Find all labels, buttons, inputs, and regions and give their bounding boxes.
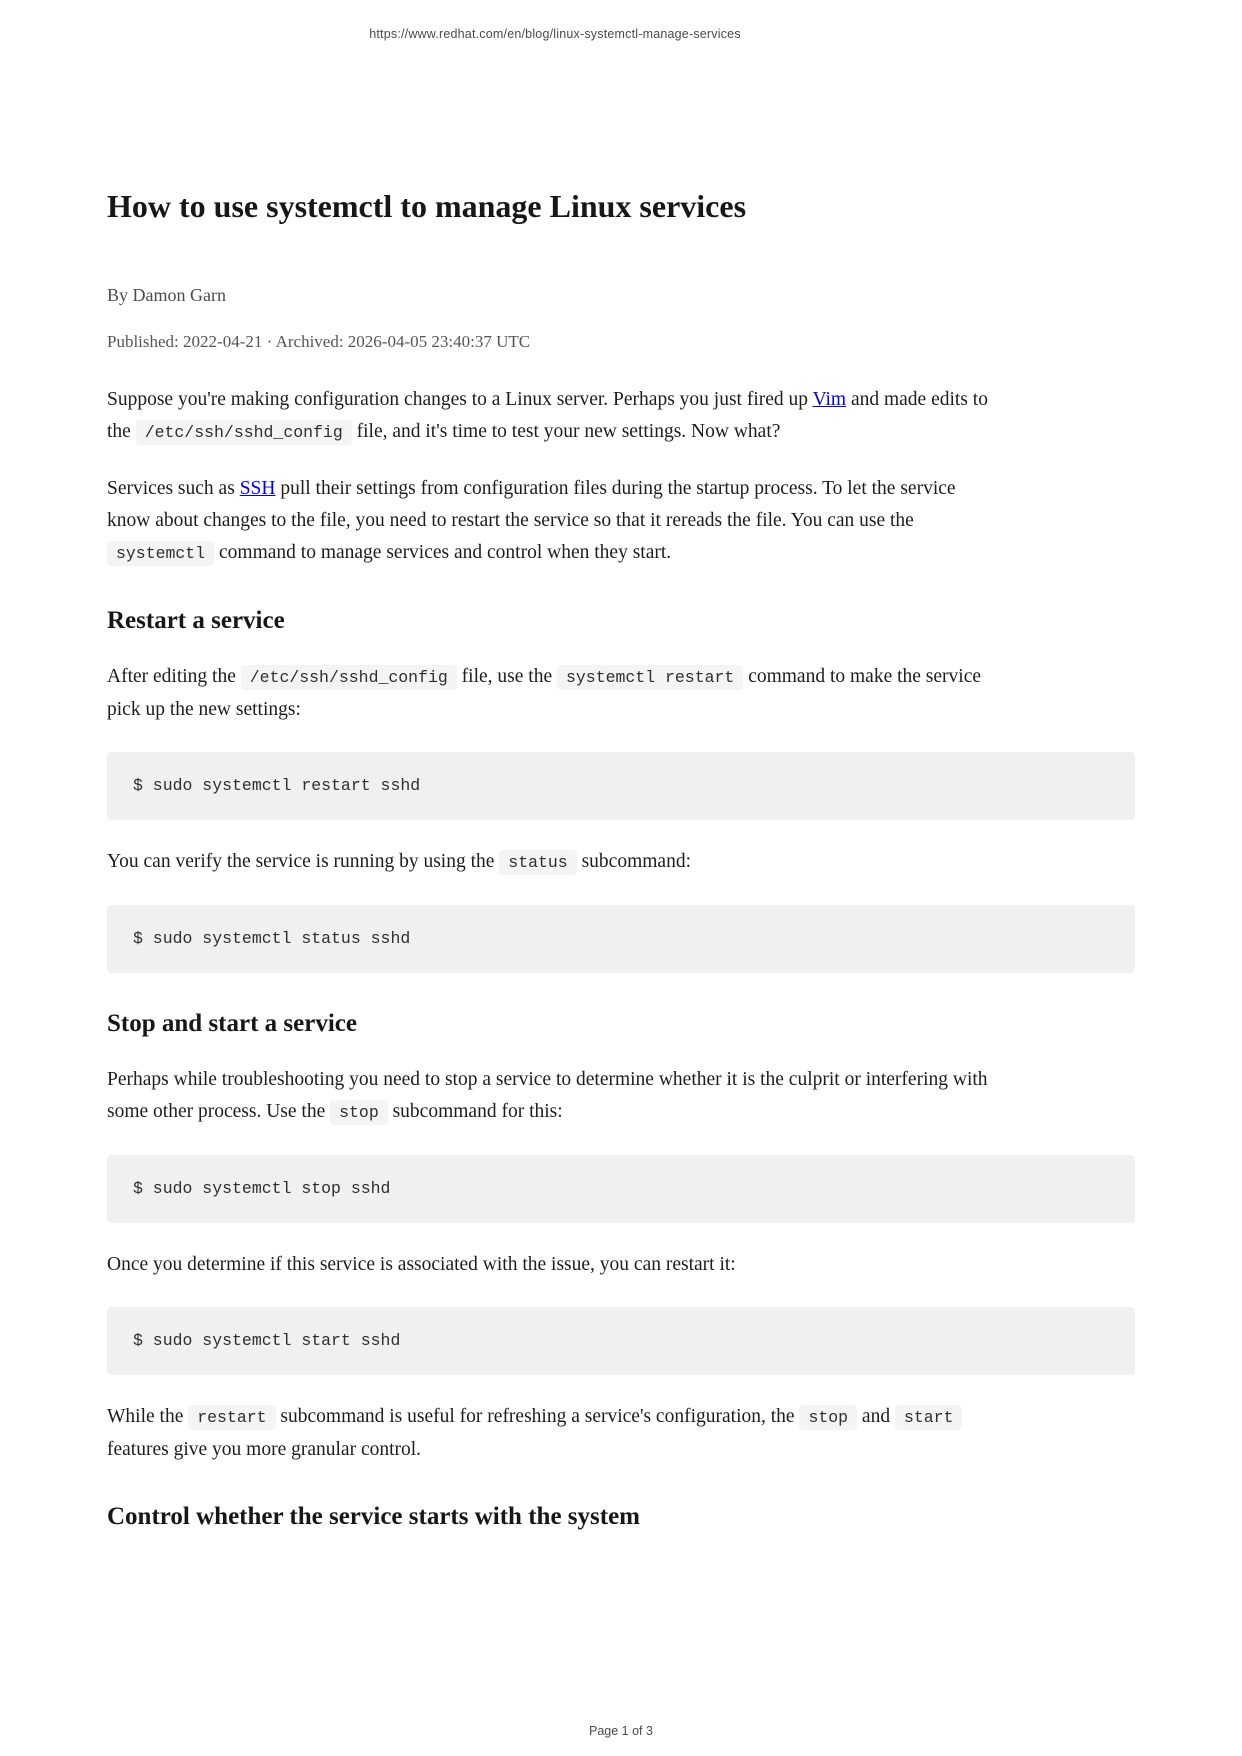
code-block-text: $ sudo systemctl stop sshd [133,1178,391,1198]
article [107,0,1135,1533]
code-block-text: $ sudo systemctl start sshd [133,1330,401,1350]
paragraph: While the restart subcommand is useful for refreshing a service's configuration, the stop and start features give you more granular control. [107,1401,1001,1466]
code-block [107,905,1135,973]
publish-meta: Published: 2022-04-21 · Archived: 2026-04-05 23:40:37 UTC [107,331,531,351]
inline-code: /etc/ssh/sshd_config [136,420,352,445]
inline-code: status [499,850,576,875]
paragraph: Perhaps while troubleshooting you need to stop a service to determine whether it is the culprit or interfering with some other process. Use the stop subcommand for this: [107,1064,1001,1129]
code-block [107,1307,1135,1375]
paragraph: After editing the /etc/ssh/sshd_config file, use the systemctl restart command to make the service pick up the new settings: [107,665,982,720]
inline-code: stop [799,1405,857,1430]
inline-code: systemctl restart [557,665,743,690]
inline-code: /etc/ssh/sshd_config [241,665,457,690]
code-block-text: $ sudo systemctl restart sshd [133,775,421,795]
inline-code: systemctl [107,541,214,566]
paragraph: Once you determine if this service is associated with the issue, you can restart it: [107,1253,736,1275]
paragraph: Services such as SSH pull their settings from configuration files during the startup process. To let the service know about changes to the file, you need to restart the service so that it rereads the file. You can use the systemctl command to manage services and control when they start. [107,473,1001,570]
inline-code: restart [188,1405,275,1430]
byline: By Damon Garn [107,284,226,305]
inline-code: stop [330,1100,388,1125]
code-block [107,1155,1135,1223]
inline-link[interactable]: Vim [812,388,847,410]
page-number: Page 1 of 3 [589,1724,653,1738]
code-block [107,752,1135,820]
paragraph: Suppose you're making configuration changes to a Linux server. Perhaps you just fired up Vim and made edits to the /etc/ssh/sshd_config file, and it's time to test your new settings. Now what? [107,384,1001,449]
page-title: How to use systemctl to manage Linux services [107,188,747,224]
article-content [107,384,1135,1533]
section-heading: Control whether the service starts with the system [107,1502,640,1530]
print-header-url: https://www.redhat.com/en/blog/linux-systemctl-manage-services [369,27,741,41]
code-block-text: $ sudo systemctl status sshd [133,928,411,948]
inline-code: start [895,1405,963,1430]
section-heading: Restart a service [107,606,285,634]
section-heading: Stop and start a service [107,1009,357,1037]
paragraph: You can verify the service is running by using the status subcommand: [107,846,1001,879]
inline-link[interactable]: SSH [239,477,276,499]
